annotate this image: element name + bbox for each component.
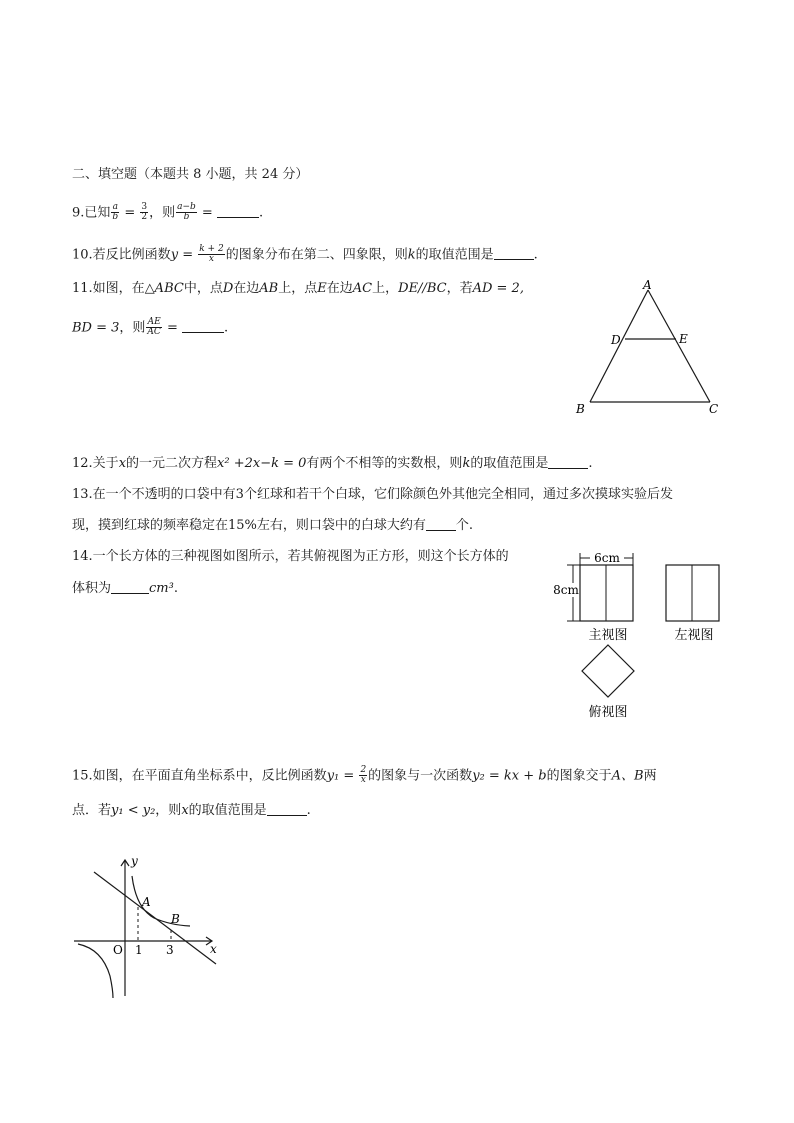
q13-answer-blank[interactable] [426, 530, 456, 531]
hyperbola-q1 [132, 876, 190, 926]
question-13-line1: 13.在一个不透明的口袋中有3个红球和若干个白球，它们除颜色外其他完全相同，通过多次摸球实验后发 [72, 487, 673, 502]
label-point-a: A [142, 895, 151, 909]
q9-fraction-a-b: $\frac{a}{b}$ [112, 202, 119, 223]
q11-fraction: $\frac{AE}{AC}$ [147, 317, 161, 338]
top-view [582, 645, 634, 697]
q9-answer-blank[interactable] [217, 217, 259, 218]
q15-answer-blank[interactable] [267, 815, 307, 816]
question-9: 9.已知 $\frac{a}{b}$ = $\frac{3}{2}$ ，则 $\frac{a-b}{b}$ = . [72, 202, 264, 223]
label-x: x [210, 942, 217, 956]
label-origin: O [113, 943, 123, 957]
question-12: 12.关于x的一元二次方程x² +2x−k = 0有两个不相等的实数根，则k的取值范围是 . [72, 456, 593, 471]
label-e: E [679, 332, 688, 346]
q9-fraction-3-2: $\frac{3}{2}$ [141, 202, 148, 223]
label-point-b: B [171, 912, 180, 926]
question-13-line2: 现，摸到红球的频率稳定在15%左右，则口袋中的白球大约有 个. [72, 518, 474, 533]
question-11-line1: 11.如图，在△ABC中，点D在边AB上，点E在边AC上，DE//BC，若AD = 2, [72, 281, 524, 296]
q15-fraction: $\frac{2}{x}$ [360, 765, 367, 786]
q10-answer-blank[interactable] [494, 259, 534, 260]
label-b: B [576, 402, 585, 416]
section-title [72, 168, 308, 181]
width-label: 6cm [594, 551, 620, 565]
question-14-line2: 体积为 cm³. [72, 581, 178, 596]
q14-answer-blank[interactable] [111, 593, 149, 594]
label-3: 3 [166, 943, 174, 957]
question-14-line1: 14.一个长方体的三种视图如图所示，若其俯视图为正方形，则这个长方体的 [72, 549, 509, 564]
coordinate-figure [70, 850, 230, 1005]
top-view-label: 俯视图 [588, 705, 628, 720]
section-title-text: 二、填空题（本题共 8 小题，共 24 分） [72, 167, 309, 182]
front-view-label: 主视图 [588, 628, 628, 643]
question-15-line2: 点．若y₁ < y₂，则x的取值范围是 . [72, 803, 311, 818]
label-1: 1 [135, 943, 143, 957]
label-a: A [643, 278, 652, 292]
q12-answer-blank[interactable] [548, 468, 588, 469]
label-y: y [131, 854, 138, 868]
triangle-figure [570, 280, 730, 420]
q9-prefix: 9.已知 [72, 205, 111, 221]
left-view-label: 左视图 [674, 628, 714, 643]
height-label: 8cm [553, 583, 579, 597]
question-11-line2: BD = 3，则 $\frac{AE}{AC}$ = . [72, 317, 229, 338]
q9-fraction-amb-b: $\frac{a-b}{b}$ [177, 202, 196, 223]
label-c: C [709, 402, 719, 416]
q11-answer-blank[interactable] [182, 332, 224, 333]
hyperbola-q3 [78, 944, 113, 998]
q10-fraction: $\frac{k + 2}{x}$ [199, 244, 224, 265]
question-10: 10.若反比例函数y = $\frac{k + 2}{x}$ 的图象分布在第二、四象限，则k的取值范围是 . [72, 244, 538, 265]
three-views-figure [545, 545, 735, 725]
side-ac [648, 290, 710, 402]
label-d: D [611, 333, 621, 347]
question-15-line1: 15.如图，在平面直角坐标系中，反比例函数y₁ = $\frac{2}{x}$ 的图象与一次函数y₂ = kx + b的图象交于A、B两 [72, 765, 657, 786]
